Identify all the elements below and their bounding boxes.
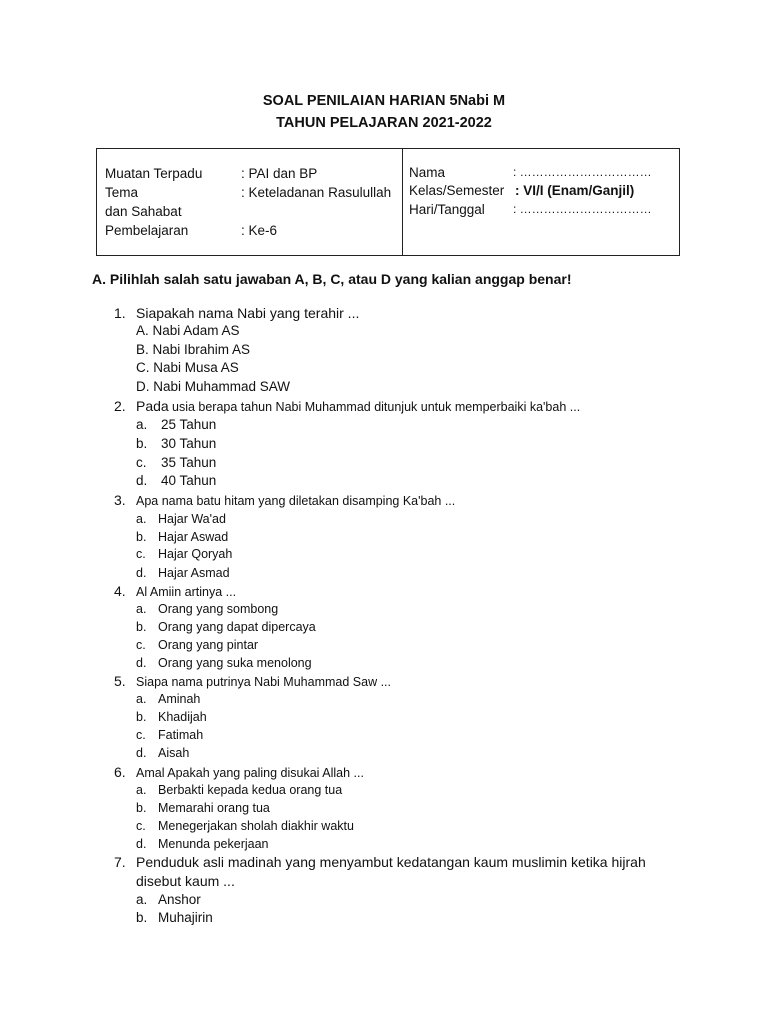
option-label: c.	[136, 638, 146, 652]
option-label: a.	[136, 512, 147, 526]
option: Anshor	[158, 892, 201, 907]
option-label: b.	[136, 710, 147, 724]
option-label: c.	[136, 547, 146, 561]
option: B. Nabi Ibrahim AS	[136, 342, 251, 357]
kelas-label: Kelas/Semester	[409, 183, 505, 198]
option-label: a.	[136, 892, 148, 907]
nama-label: Nama	[409, 165, 446, 180]
option-label: b.	[136, 910, 148, 925]
option: Menegerjakan sholah diakhir waktu	[158, 819, 354, 833]
option-label: d.	[136, 656, 147, 670]
question-text: usia berapa tahun Nabi Muhammad ditunjuk untuk memperbaiki ka'bah ...	[172, 400, 581, 414]
option-label: c.	[136, 819, 146, 833]
option-label: b.	[136, 620, 147, 634]
option: Orang yang dapat dipercaya	[158, 620, 316, 634]
hari-label: Hari/Tanggal	[409, 202, 485, 217]
option: Aisah	[158, 746, 190, 760]
question-number: 3.	[114, 492, 126, 508]
pembelajaran-value: : Ke-6	[241, 223, 278, 238]
option: 25 Tahun	[161, 417, 217, 432]
question-number: 7.	[114, 854, 126, 870]
tema-value: : Keteladanan Rasulullah	[241, 185, 392, 200]
option: Hajar Asmad	[158, 566, 230, 580]
hari-value: : ……………………………	[513, 202, 652, 216]
option-label: d.	[136, 837, 147, 851]
option: Orang yang sombong	[158, 602, 279, 616]
kelas-value: : VI/I (Enam/Ganjil)	[515, 183, 635, 198]
option-label: c.	[136, 728, 146, 742]
muatan-value: : PAI dan BP	[241, 166, 318, 181]
question-text: Amal Apakah yang paling disukai Allah ...	[136, 766, 364, 780]
option: C. Nabi Musa AS	[136, 360, 239, 375]
option: Hajar Qoryah	[158, 547, 233, 561]
option: Muhajirin	[158, 910, 213, 925]
question-text-lead: Pada	[136, 398, 169, 414]
option: A. Nabi Adam AS	[136, 323, 240, 338]
option-label: a.	[136, 417, 148, 432]
option-label: d.	[136, 566, 147, 580]
info-table	[96, 148, 680, 256]
option: Khadijah	[158, 710, 207, 724]
section-a-heading: A. Pilihlah salah satu jawaban A, B, C, atau D yang kalian anggap benar!	[92, 271, 572, 287]
question-text-continuation: disebut kaum ...	[136, 873, 235, 889]
page-subtitle: TAHUN PELAJARAN 2021-2022	[276, 115, 492, 131]
question-text: Siapa nama putrinya Nabi Muhammad Saw ...	[136, 675, 391, 689]
option-label: b.	[136, 801, 147, 815]
option: Orang yang suka menolong	[158, 656, 312, 670]
option: Fatimah	[158, 728, 204, 742]
option-label: a.	[136, 602, 147, 616]
option: Hajar Wa'ad	[158, 512, 226, 526]
option: Memarahi orang tua	[158, 801, 270, 815]
question-text: Al Amiin artinya ...	[136, 585, 237, 599]
option-label: c.	[136, 455, 147, 470]
option: 30 Tahun	[161, 436, 217, 451]
info-divider	[402, 149, 403, 255]
tema-label: Tema	[105, 185, 139, 200]
page-title: SOAL PENILAIAN HARIAN 5Nabi M	[262, 93, 506, 109]
nama-value: : ……………………………	[513, 165, 652, 179]
question-text: Siapakah nama Nabi yang terahir ...	[136, 305, 360, 321]
tema-continuation: dan Sahabat	[105, 204, 182, 219]
question-number: 6.	[114, 764, 126, 780]
option: Aminah	[158, 692, 201, 706]
option-label: a.	[136, 783, 147, 797]
question-number: 5.	[114, 673, 126, 689]
option: Berbakti kepada kedua orang tua	[158, 783, 343, 797]
option-label: d.	[136, 746, 147, 760]
option: 40 Tahun	[161, 473, 217, 488]
muatan-label: Muatan Terpadu	[105, 166, 203, 181]
option: 35 Tahun	[161, 455, 217, 470]
question-number: 2.	[114, 398, 126, 414]
option: Hajar Aswad	[158, 530, 229, 544]
question-text: Apa nama batu hitam yang diletakan disamping Ka'bah ...	[136, 494, 456, 508]
option: Orang yang pintar	[158, 638, 259, 652]
option-label: a.	[136, 692, 147, 706]
question-number: 1.	[114, 305, 126, 321]
option-label: b.	[136, 436, 148, 451]
option: Menunda pekerjaan	[158, 837, 269, 851]
option-label: b.	[136, 530, 147, 544]
option-label: d.	[136, 473, 148, 488]
question-text: Penduduk asli madinah yang menyambut kedatangan kaum muslimin ketika hijrah	[136, 854, 646, 870]
pembelajaran-label: Pembelajaran	[105, 223, 189, 238]
option: D. Nabi Muhammad SAW	[136, 379, 291, 394]
question-number: 4.	[114, 583, 126, 599]
